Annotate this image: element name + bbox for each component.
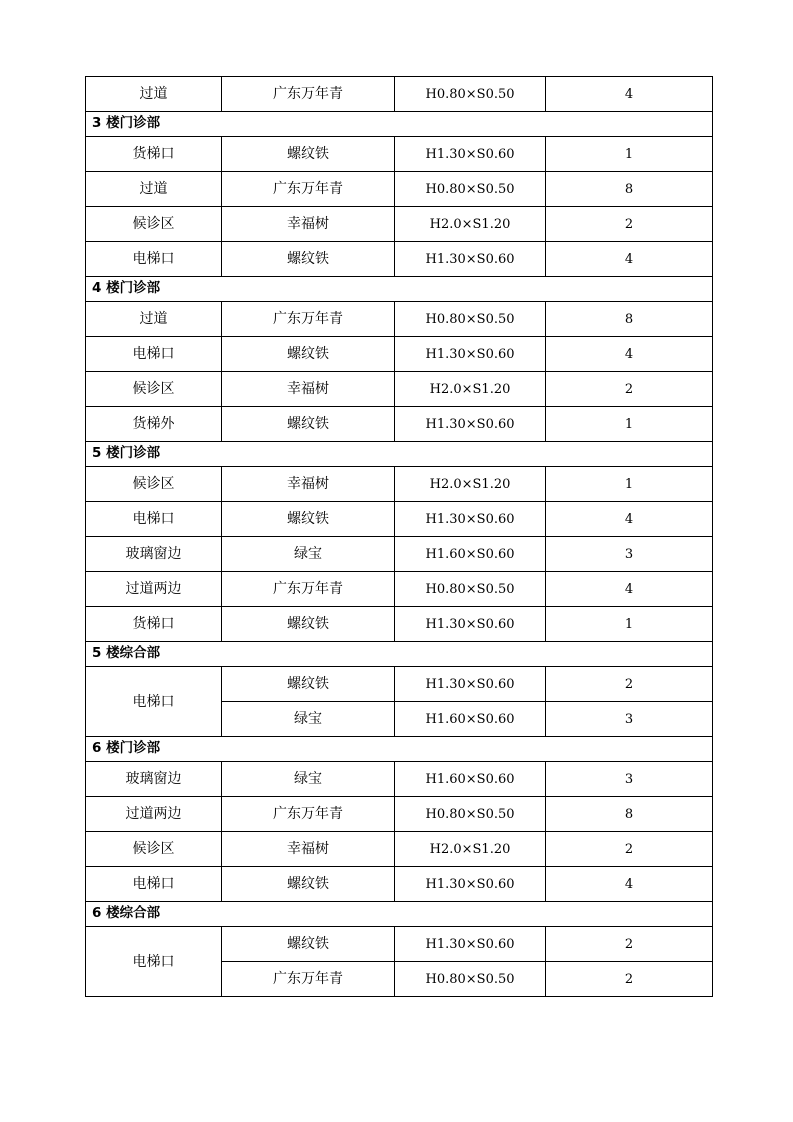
plant-cell: 幸福树 [222,372,395,407]
spec-cell: H1.30×S0.60 [395,607,546,642]
table-row [86,172,713,207]
qty-cell: 8 [546,302,713,337]
plant-cell: 螺纹铁 [222,502,395,537]
location-cell: 过道两边 [86,797,222,832]
spec-cell: H1.30×S0.60 [395,407,546,442]
qty-cell: 4 [546,337,713,372]
location-cell: 过道 [86,77,222,112]
section-header-row [86,277,713,302]
spec-cell: H1.30×S0.60 [395,137,546,172]
section-header-row [86,442,713,467]
section-title: 3 楼门诊部 [86,112,713,137]
plant-cell: 螺纹铁 [222,337,395,372]
location-cell: 电梯口 [86,502,222,537]
plant-cell: 螺纹铁 [222,927,395,962]
plant-cell: 螺纹铁 [222,867,395,902]
qty-cell: 4 [546,502,713,537]
qty-cell: 8 [546,797,713,832]
table-row [86,137,713,172]
qty-cell: 3 [546,762,713,797]
spec-cell: H1.30×S0.60 [395,927,546,962]
table-row [86,927,713,962]
spec-cell: H2.0×S1.20 [395,207,546,242]
spec-cell: H0.80×S0.50 [395,302,546,337]
location-cell: 过道 [86,172,222,207]
location-cell: 候诊区 [86,207,222,242]
qty-cell: 1 [546,467,713,502]
plant-cell: 幸福树 [222,467,395,502]
qty-cell: 2 [546,927,713,962]
plant-cell: 广东万年青 [222,572,395,607]
qty-cell: 2 [546,962,713,997]
section-title: 5 楼综合部 [86,642,713,667]
table-row [86,467,713,502]
location-cell: 电梯口 [86,242,222,277]
section-header-row [86,902,713,927]
table-row [86,242,713,277]
table-row [86,337,713,372]
spec-cell: H2.0×S1.20 [395,372,546,407]
plant-cell: 广东万年青 [222,302,395,337]
location-cell: 货梯口 [86,607,222,642]
spec-cell: H0.80×S0.50 [395,172,546,207]
spec-cell: H0.80×S0.50 [395,77,546,112]
table-row [86,572,713,607]
table-row [86,372,713,407]
qty-cell: 1 [546,137,713,172]
spec-cell: H1.30×S0.60 [395,667,546,702]
location-cell: 电梯口 [86,867,222,902]
spec-cell: H0.80×S0.50 [395,797,546,832]
table-row [86,867,713,902]
plant-cell: 幸福树 [222,207,395,242]
spec-cell: H0.80×S0.50 [395,962,546,997]
qty-cell: 2 [546,832,713,867]
spec-cell: H2.0×S1.20 [395,467,546,502]
spec-cell: H1.30×S0.60 [395,867,546,902]
table-row [86,407,713,442]
plant-cell: 螺纹铁 [222,407,395,442]
section-title: 5 楼门诊部 [86,442,713,467]
qty-cell: 2 [546,207,713,242]
table-row [86,832,713,867]
table-row [86,77,713,112]
spec-cell: H1.60×S0.60 [395,537,546,572]
qty-cell: 4 [546,572,713,607]
location-cell: 玻璃窗边 [86,762,222,797]
section-header-row [86,112,713,137]
section-header-row [86,642,713,667]
table-row [86,667,713,702]
qty-cell: 3 [546,702,713,737]
table-row [86,537,713,572]
qty-cell: 4 [546,242,713,277]
location-cell: 候诊区 [86,832,222,867]
spec-cell: H1.30×S0.60 [395,502,546,537]
plant-cell: 广东万年青 [222,962,395,997]
location-cell: 过道两边 [86,572,222,607]
plant-inventory-table [85,76,713,997]
table-body [86,77,713,997]
location-cell: 电梯口 [86,667,222,737]
location-cell: 候诊区 [86,467,222,502]
qty-cell: 2 [546,667,713,702]
location-cell: 货梯口 [86,137,222,172]
qty-cell: 3 [546,537,713,572]
location-cell: 电梯口 [86,927,222,997]
qty-cell: 2 [546,372,713,407]
spec-cell: H1.30×S0.60 [395,337,546,372]
qty-cell: 8 [546,172,713,207]
location-cell: 候诊区 [86,372,222,407]
location-cell: 电梯口 [86,337,222,372]
spec-cell: H2.0×S1.20 [395,832,546,867]
qty-cell: 1 [546,607,713,642]
plant-cell: 绿宝 [222,537,395,572]
plant-cell: 螺纹铁 [222,667,395,702]
plant-cell: 广东万年青 [222,797,395,832]
section-title: 6 楼门诊部 [86,737,713,762]
plant-cell: 广东万年青 [222,172,395,207]
section-header-row [86,737,713,762]
qty-cell: 1 [546,407,713,442]
spec-cell: H1.60×S0.60 [395,762,546,797]
plant-cell: 绿宝 [222,702,395,737]
table-row [86,762,713,797]
spec-cell: H1.30×S0.60 [395,242,546,277]
plant-cell: 螺纹铁 [222,242,395,277]
table-row [86,502,713,537]
section-title: 6 楼综合部 [86,902,713,927]
location-cell: 玻璃窗边 [86,537,222,572]
plant-cell: 绿宝 [222,762,395,797]
plant-cell: 螺纹铁 [222,137,395,172]
qty-cell: 4 [546,77,713,112]
spec-cell: H0.80×S0.50 [395,572,546,607]
table-row [86,797,713,832]
section-title: 4 楼门诊部 [86,277,713,302]
location-cell: 过道 [86,302,222,337]
qty-cell: 4 [546,867,713,902]
spec-cell: H1.60×S0.60 [395,702,546,737]
plant-cell: 幸福树 [222,832,395,867]
table-row [86,607,713,642]
plant-cell: 螺纹铁 [222,607,395,642]
table-row [86,302,713,337]
table-row [86,207,713,242]
location-cell: 货梯外 [86,407,222,442]
plant-cell: 广东万年青 [222,77,395,112]
